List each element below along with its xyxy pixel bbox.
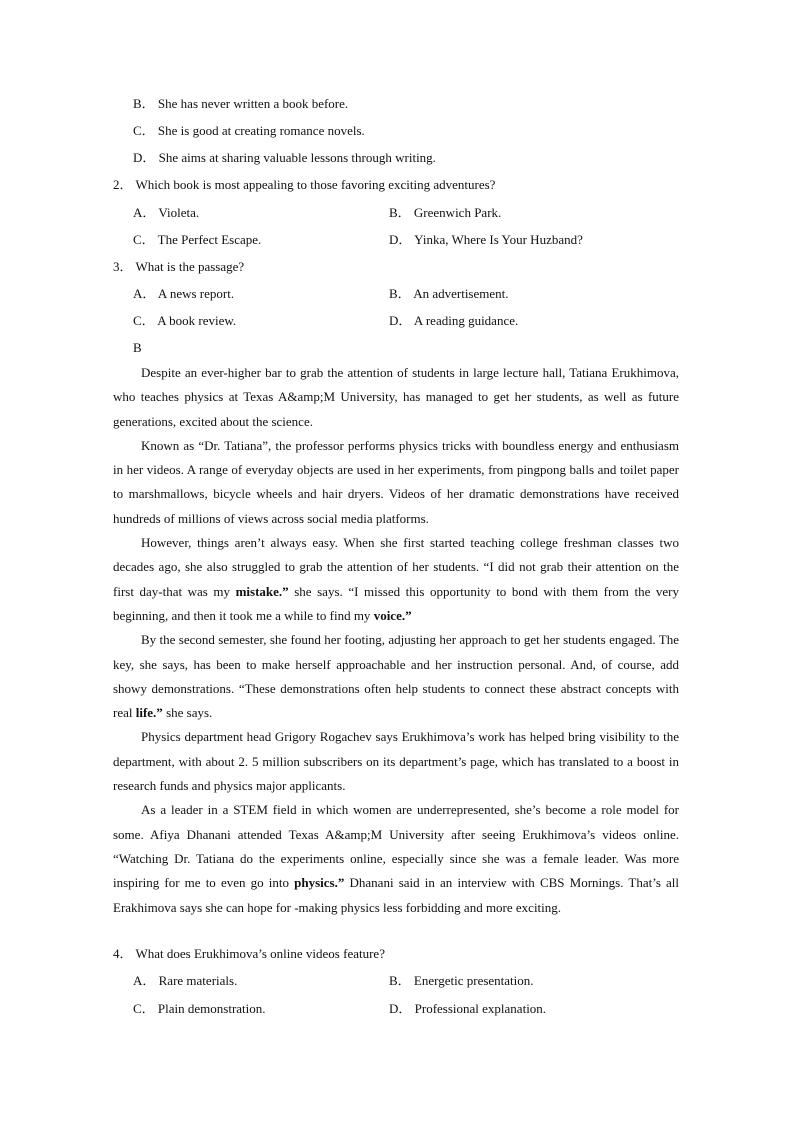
paragraph-3-bold-voice: voice.” [373,607,412,623]
q1-option-d: D． She aims at sharing valuable lessons through writing. [133,150,436,165]
q2-stem: 2． Which book is most appealing to those favoring exciting adventures? [113,177,496,192]
q3-stem: 3． What is the passage? [113,259,245,274]
paragraph-3 [113,531,679,628]
paragraph-6 [113,798,679,919]
paragraph-6-bold-physics: physics.” [294,875,345,891]
q3-option-c: C． A book review. [133,313,237,328]
q2-option-d: D． Yinka, Where Is Your Huzband? [389,232,583,247]
q3-option-b: B． An advertisement. [389,286,509,301]
q3-option-a: A． A news report. [133,286,235,301]
q4-option-b: B． Energetic presentation. [389,973,534,988]
q4-option-a: A． Rare materials. [133,973,238,988]
q4-option-c: C． Plain demonstration. [133,1001,266,1016]
paragraph-4-bold-life: life.” [135,705,163,721]
paragraph-6-text-a: As a leader in a STEM field in which women are underrepresented, she’s become a role model for some. Afiya Dhanani attended Texas A&amp;M University after seeing Erukhimova’s videos online. “Watching Dr. Tatiana do the experiments online, especially since she was a female leader. Was more inspiring for me to even go into [113,802,679,891]
q1-option-c: C． She is good at creating romance novels. [133,123,365,138]
section-label: B [133,340,142,355]
paragraph-4-text-b: she says. [162,705,213,721]
paragraph-2: Known as “Dr. Tatiana”, the professor performs physics tricks with boundless energy and enthusiasm in her videos. A range of everyday objects are used in her experiments, from pingpong balls and toilet paper to marshmallows, bicycle wheels and hair dryers. Videos of her dramatic demonstrations have received hundreds of millions of views across social media platforms. [113,437,679,526]
paragraph-5: Physics department head Grigory Rogachev says Erukhimova’s work has helped bring visibility to the department, with about 2. 5 million subscribers on its department’s page, which has translated to a boost in research funds and physics major applicants. [113,729,679,794]
q4-stem: 4． What does Erukhimova’s online videos feature? [113,946,385,961]
paragraph-1: Despite an ever-higher bar to grab the attention of students in large lecture hall, Tatiana Erukhimova, who teaches physics at Texas A&amp;M University, has managed to get her students, as well as future generations, excited about the science. [113,365,679,429]
q2-option-c: C． The Perfect Escape. [133,232,262,247]
paragraph-3-text-b: she says. “I missed this opportunity to bond with them from the very beginning, and then it took me a while to find my [113,583,679,623]
passage-b [113,361,679,920]
paragraph-4-text-a: By the second semester, she found her footing, adjusting her approach to get her students engaged. The key, she says, has been to make herself approachable and her instruction personal. And, of course, add showy demonstrations. “These demonstrations often help students to connect these abstract concepts with real [113,632,679,721]
paragraph-6-text-b: Dhanani said in an interview with CBS Mornings. That’s all Erakhimova says she can hope for -making physics less forbidding and more exciting. [113,875,680,915]
q1-option-b: B． She has never written a book before. [133,96,349,111]
paragraph-3-bold-mistake: mistake.” [235,583,289,599]
q2-option-a: A． Violeta. [133,205,200,220]
q3-option-d: D． A reading guidance. [389,313,519,328]
q2-option-b: B． Greenwich Park. [389,205,502,220]
paragraph-3-text-a: However, things aren’t always easy. When she first started teaching college freshman classes two decades ago, she also struggled to grab the attention of her students. “I did not grab their attention on the first day-that was my [113,535,679,599]
paragraph-4 [113,628,679,725]
q4-option-d: D． Professional explanation. [389,1001,547,1016]
